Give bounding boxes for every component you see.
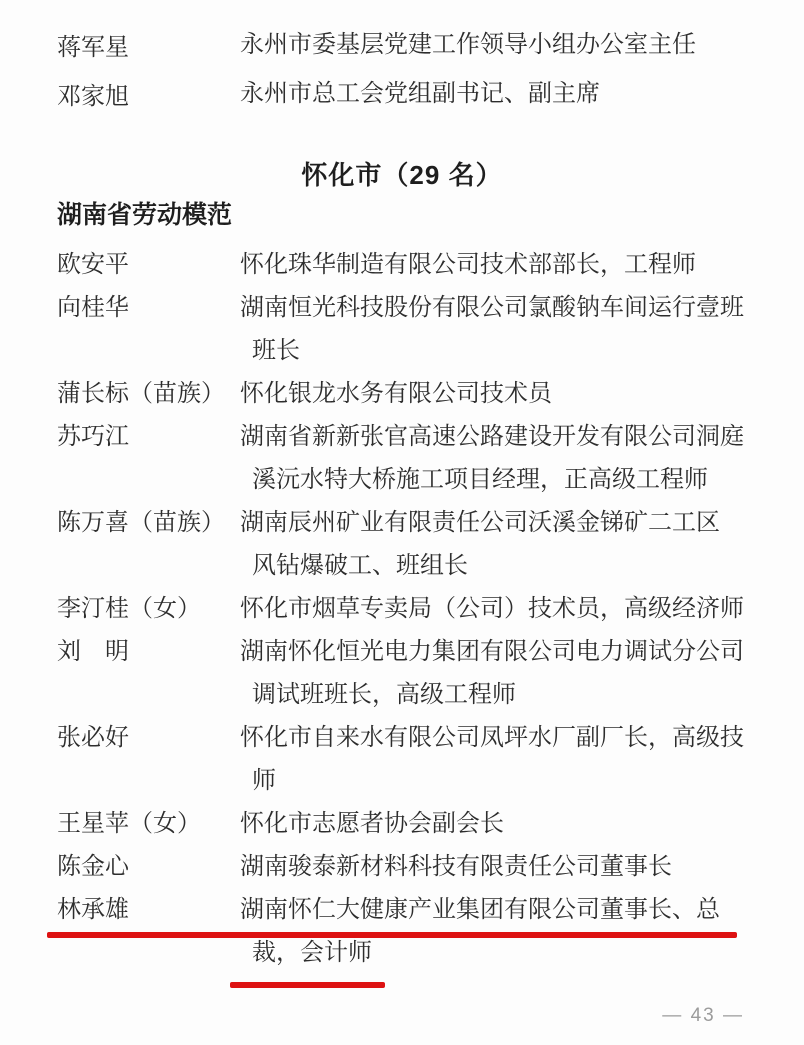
laureate-name: 李汀桂（女） bbox=[57, 595, 201, 622]
laureate-name: 邓家旭 bbox=[57, 83, 129, 110]
laureate-title-wrap: 班长 bbox=[252, 337, 300, 364]
laureate-title: 怀化市自来水有限公司凤坪水厂副厂长，高级技 bbox=[240, 724, 744, 751]
laureate-title: 湖南骏泰新材料科技有限责任公司董事长 bbox=[240, 853, 672, 880]
laureate-title-wrap: 溪沅水特大桥施工项目经理，正高级工程师 bbox=[252, 466, 708, 493]
laureate-title bbox=[240, 888, 804, 931]
laureate-list bbox=[57, 243, 804, 974]
laureate-title-wrap: 风钻爆破工、班组长 bbox=[252, 552, 468, 579]
laureate-row bbox=[57, 23, 804, 72]
laureate-title: 湖南辰州矿业有限责任公司沃溪金锑矿二工区 bbox=[240, 509, 720, 536]
page-number: — 43 — bbox=[662, 1005, 744, 1026]
subsection-title: 湖南省劳动模范 bbox=[57, 201, 233, 229]
laureate-title: 怀化市烟草专卖局（公司）技术员，高级经济师 bbox=[240, 595, 744, 622]
laureate-title: 怀化银龙水务有限公司技术员 bbox=[240, 380, 552, 407]
laureate-row bbox=[57, 802, 804, 845]
laureate-name: 苏巧江 bbox=[57, 423, 129, 450]
laureate-title-wrap bbox=[240, 931, 804, 974]
laureate-title: 永州市委基层党建工作领导小组办公室主任 bbox=[240, 31, 696, 58]
laureate-title: 永州市总工会党组副书记、副主席 bbox=[240, 80, 600, 107]
laureate-name: 刘 明 bbox=[57, 638, 129, 665]
laureate-name: 陈金心 bbox=[57, 853, 129, 880]
laureate-row bbox=[57, 501, 804, 587]
top-entries bbox=[57, 23, 804, 121]
laureate-title: 怀化珠华制造有限公司技术部部长，工程师 bbox=[240, 251, 696, 278]
laureate-row-highlighted bbox=[57, 888, 804, 974]
laureate-row bbox=[57, 72, 804, 121]
laureate-title: 湖南怀化恒光电力集团有限公司电力调试分公司 bbox=[240, 638, 744, 665]
laureate-title-text: 裁，会计师 bbox=[252, 939, 372, 966]
laureate-title: 湖南恒光科技股份有限公司氯酸钠车间运行壹班 bbox=[240, 294, 744, 321]
laureate-name: 蒋军星 bbox=[57, 34, 129, 61]
laureate-row bbox=[57, 587, 804, 630]
laureate-title-wrap: 调试班班长，高级工程师 bbox=[252, 681, 516, 708]
laureate-name: 蒲长标（苗族） bbox=[57, 380, 225, 407]
laureate-name: 向桂华 bbox=[57, 294, 129, 321]
laureate-name: 陈万喜（苗族） bbox=[57, 509, 225, 536]
laureate-row bbox=[57, 845, 804, 888]
laureate-row bbox=[57, 415, 804, 501]
laureate-name: 欧安平 bbox=[57, 251, 129, 278]
laureate-title: 湖南省新新张官高速公路建设开发有限公司洞庭 bbox=[240, 423, 744, 450]
laureate-name: 张必好 bbox=[57, 724, 129, 751]
red-underline-short bbox=[230, 982, 385, 988]
laureate-name: 王星苹（女） bbox=[57, 810, 201, 837]
laureate-title-text: 湖南怀仁大健康产业集团有限公司董事长、总 bbox=[240, 896, 720, 923]
laureate-row bbox=[57, 286, 804, 372]
laureate-title-wrap: 师 bbox=[252, 767, 276, 794]
laureate-name: 林承雄 bbox=[57, 896, 129, 923]
section-title: 怀化市（29 名） bbox=[301, 160, 503, 190]
laureate-row bbox=[57, 716, 804, 802]
laureate-row bbox=[57, 630, 804, 716]
laureate-row bbox=[57, 372, 804, 415]
laureate-title: 怀化市志愿者协会副会长 bbox=[240, 810, 504, 837]
laureate-row bbox=[57, 243, 804, 286]
